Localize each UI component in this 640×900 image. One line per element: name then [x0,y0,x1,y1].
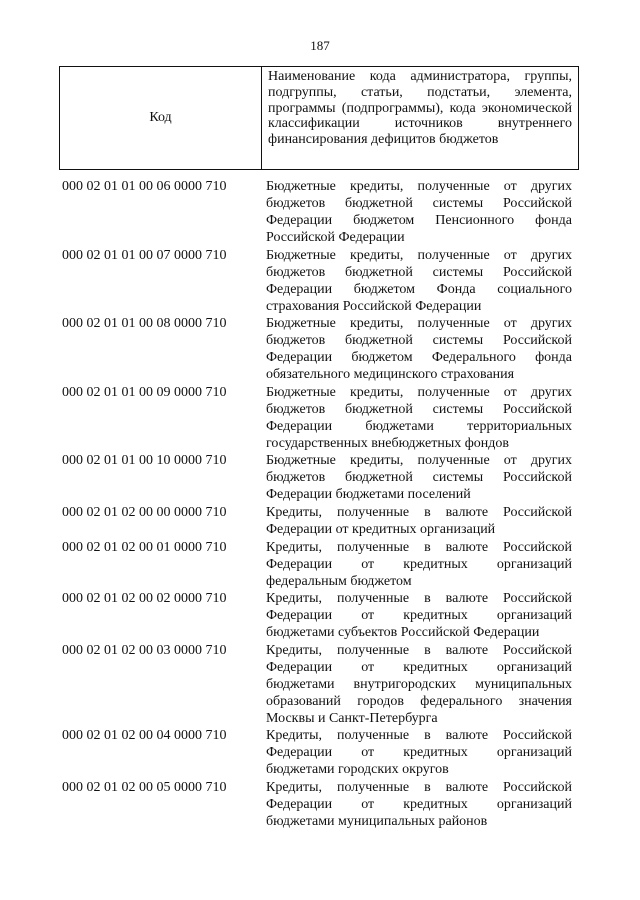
row-code: 000 02 01 02 00 02 0000 710 [62,591,227,607]
name-column-header: Наименование кода администратора, группы, подгруппы, статьи, подстатьи, элемента, программы (подпрограммы), кода экономической классификации источников внутреннего финансирования дефицитов бюджетов [268,69,572,148]
row-code: 000 02 01 01 00 10 0000 710 [62,453,227,469]
row-code: 000 02 01 02 00 05 0000 710 [62,780,227,795]
description-line: Федерации от кредитных организаций [266,522,496,537]
row-code: 000 02 01 01 00 06 0000 710 [62,179,227,194]
row-description [266,642,572,727]
description-line: бюджетами внутригородских муниципальных [266,676,572,692]
row-description [266,539,572,590]
description-line: Федерации от кредитных организаций [266,745,572,761]
description-line: Бюджетные кредиты, полученные от других [266,316,572,332]
description-line: Федерации бюджетами территориальных [266,418,572,434]
code-column-header [60,67,262,169]
description-line: Кредиты, полученные в валюте Российской [266,505,572,520]
row-code: 000 02 01 01 00 09 0000 710 [62,384,227,400]
description-line: обязательного медицинского страхования [266,367,515,383]
description-line: бюджетами муниципальных районов [266,814,488,829]
description-line: Федерации от кредитных организаций [266,556,572,572]
description-line: Кредиты, полученные в валюте Российской [266,728,572,744]
row-description [266,779,572,830]
row-code: 000 02 01 01 00 07 0000 710 [62,247,227,263]
description-line: Кредиты, полученные в валюте Российской [266,539,572,555]
row-description [266,504,572,538]
row-code: 000 02 01 02 00 00 0000 710 [62,505,227,520]
description-line: страхования Российской Федерации [266,298,482,314]
row-code: 000 02 01 01 00 08 0000 710 [62,316,227,332]
row-description [266,590,572,641]
description-line: Федерации от кредитных организаций [266,659,572,675]
row-code: 000 02 01 02 00 04 0000 710 [62,728,227,744]
row-description [266,315,572,383]
description-line: государственных внебюджетных фондов [266,435,510,451]
description-line: Бюджетные кредиты, полученные от других [266,453,572,469]
description-line: Федерации бюджетом Федерального фонда [266,350,572,366]
code-column-header-label: Код [149,110,172,125]
description-line: Кредиты, полученные в валюте Российской [266,780,572,795]
description-line: бюджетами субъектов Российской Федерации [266,625,540,641]
description-line: Российской Федерации [266,230,405,245]
description-line: Москвы и Санкт-Петербурга [266,710,438,726]
description-line: бюджетов бюджетной системы Российской [266,196,572,211]
description-line: Кредиты, полученные в валюте Российской [266,642,572,658]
description-line: образований городов федерального значения [266,693,572,709]
description-line: бюджетов бюджетной системы Российской [266,333,572,349]
description-line: Федерации от кредитных организаций [266,797,572,812]
description-line: федеральным бюджетом [266,573,412,589]
row-description [266,384,572,452]
row-description [266,247,572,315]
description-line: бюджетами городских округов [266,762,449,778]
row-code: 000 02 01 02 00 03 0000 710 [62,642,227,658]
description-line: Бюджетные кредиты, полученные от других [266,247,572,263]
description-line: Бюджетные кредиты, полученные от других [266,179,572,194]
description-line: Бюджетные кредиты, полученные от других [266,384,572,400]
row-description [266,178,572,246]
description-line: Федерации бюджетом Фонда социального [266,281,572,297]
row-description [266,727,572,778]
description-line: Федерации от кредитных организаций [266,608,572,624]
description-line: бюджетов бюджетной системы Российской [266,264,572,280]
description-line: бюджетов бюджетной системы Российской [266,470,572,486]
page-number: 187 [310,38,330,53]
row-code: 000 02 01 02 00 01 0000 710 [62,539,227,555]
description-line: бюджетов бюджетной системы Российской [266,401,572,417]
description-line: Федерации бюджетом Пенсионного фонда [266,213,572,228]
description-line: Кредиты, полученные в валюте Российской [266,591,572,607]
row-description [266,452,572,503]
description-line: Федерации бюджетами поселений [266,487,471,503]
table-header [59,66,579,170]
